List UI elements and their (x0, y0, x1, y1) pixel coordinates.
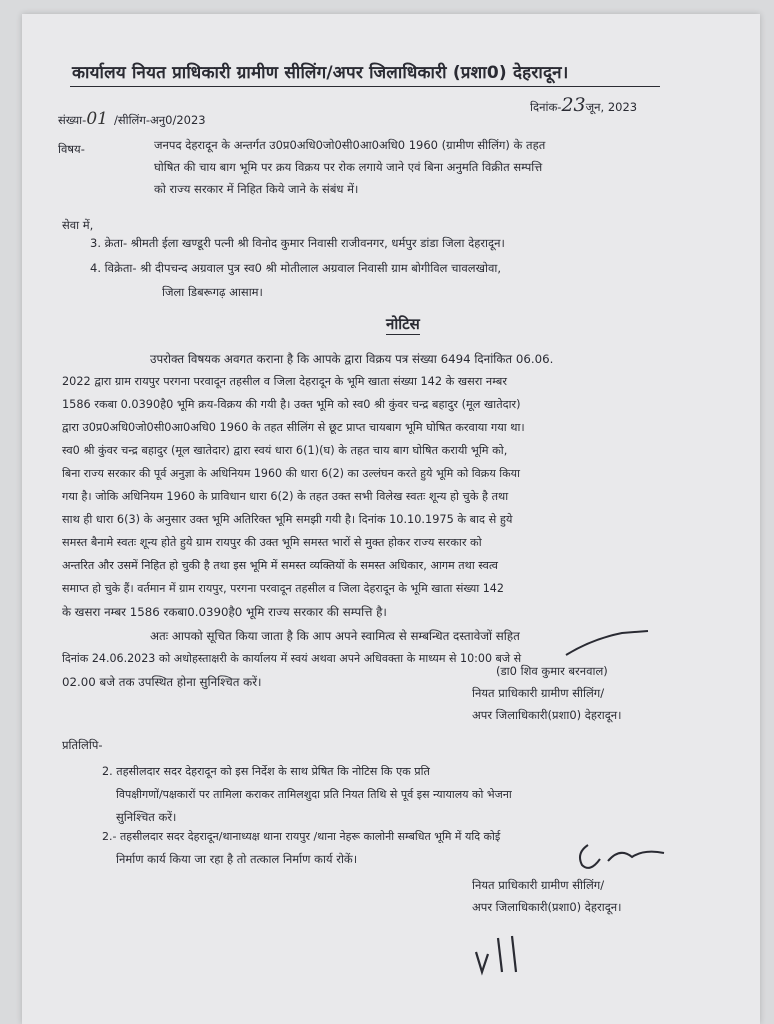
notice-paragraph-line: 2022 द्वारा ग्राम रायपुर परगना परवादून तहसील व जिला देहरादून के भूमि खाता संख्या 142 के खसरा नम्बर (62, 375, 507, 388)
copy-item-line: 2. तहसीलदार सदर देहरादून को इस निर्देश के साथ प्रेषित कि नोटिस कि एक प्रति (102, 765, 430, 778)
subject-line: घोषित की चाय बाग भूमि पर क्रय विक्रय पर रोक लगाये जाने एवं बिना अनुमति विक्रीत सम्पत्ति (154, 160, 543, 174)
notice-title: नोटिस (386, 315, 420, 333)
copy-item-line: निर्माण कार्य किया जा रहा है तो तत्काल निर्माण कार्य रोकें। (116, 852, 358, 866)
notice-paragraph-line: उपरोक्त विषयक अवगत कराना है कि आपके द्वारा विक्रय पत्र संख्या 6494 दिनांकित 06.06. (150, 352, 554, 366)
notice-paragraph-line: 02.00 बजे तक उपस्थित होना सुनिश्चित करें। (62, 675, 262, 689)
initials-mark (472, 928, 542, 978)
signature-mark (568, 839, 678, 879)
subject-line: को राज्य सरकार में निहित किये जाने के संबंध में। (154, 182, 359, 196)
notice-paragraph-line: साथ ही धारा 6(3) के अनुसार उक्त भूमि अतिरिक्त भूमि समझी गयी है। दिनांक 10.10.1975 के बाद से हुये (62, 513, 513, 526)
notice-paragraph-line: बिना राज्य सरकार की पूर्व अनुज्ञा के अधिनियम 1960 की धारा 6(2) का उल्लंघन करते हुये भूमि को विक्रय किया (62, 467, 520, 480)
subject-label: विषय- (58, 142, 85, 156)
notice-paragraph-line: अन्तरित और उसमें निहित हो चुकी है तथा इस भूमि में समस्त व्यक्तियों के समस्त अधिकार, आगम तथा स्वत्व (62, 559, 499, 572)
notice-paragraph-line: द्वारा उ0प्र0अधि0जो0सी0आ0अधि0 1960 के तहत सीलिंग से छूट प्राप्त चायबाग भूमि घोषित करवाया गया था। (62, 421, 525, 434)
notice-paragraph-line: स्व0 श्री कुंवर चन्द्र बहादुर (मूल खातेदार) द्वारा स्वयं धारा 6(1)(घ) के तहत चाय बाग घोषित करायी भूमि को, (62, 444, 508, 457)
copy-label: प्रतिलिपि- (62, 738, 103, 752)
notice-paragraph-line: अतः आपको सूचित किया जाता है कि आप अपने स्वामित्व से सम्बन्धित दस्तावेजों सहित (150, 629, 520, 643)
recipient-seller: 4. विक्रेता- श्री दीपचन्द अग्रवाल पुत्र स्व0 श्री मोतीलाल अग्रवाल निवासी ग्राम बोगीविल चावलखोवा, (90, 261, 501, 275)
signatory-designation: अपर जिलाधिकारी(प्रशा0) देहरादून। (472, 708, 622, 722)
notice-paragraph-line: समाप्त हो चुके हैं। वर्तमान में ग्राम रायपुर, परगना परवादून तहसील व जिला देहरादून के भूमि खाता संख्या 142 (62, 582, 504, 595)
notice-paragraph-line: समस्त बैनामे स्वतः शून्य होते हुये ग्राम रायपुर की उक्त भूमि समस्त भारों से मुक्त होकर राज्य सरकार को (62, 536, 482, 549)
notice-paragraph-line: गया है। जोकि अधिनियम 1960 के प्राविधान धारा 6(2) के तहत उक्त सभी विलेख स्वतः शून्य हो चुके है तथा (62, 490, 509, 503)
notice-paragraph-line: 1586 रकबा 0.0390है0 भूमि क्रय-विक्रय की गयी है। उक्त भूमि को स्व0 श्री कुंवर चन्द्र बहादुर (मूल खातेदार) (62, 398, 521, 411)
notice-paragraph-line: के खसरा नम्बर 1586 रकबा0.0390है0 भूमि राज्य सरकार की सम्पत्ति है। (62, 605, 387, 619)
signatory-designation: नियत प्राधिकारी ग्रामीण सीलिंग/ (472, 686, 605, 700)
office-header: कार्यालय नियत प्राधिकारी ग्रामीण सीलिंग/अपर जिलाधिकारी (प्रशा0) देहरादून। (72, 63, 569, 83)
recipient-buyer: 3. क्रेता- श्रीमती ईला खण्डूरी पत्नी श्री विनोद कुमार निवासी राजीवनगर, धर्मपुर डांडा जिला देहरादून। (90, 236, 505, 250)
subject-line: जनपद देहरादून के अन्तर्गत उ0प्र0अधि0जो0सी0आ0अधि0 1960 (ग्रामीण सीलिंग) के तहत (154, 138, 546, 152)
copy-item-line: सुनिश्चित करें। (116, 810, 177, 824)
signature-mark (562, 629, 652, 659)
signatory-designation: नियत प्राधिकारी ग्रामीण सीलिंग/ (472, 878, 605, 892)
reference-date-handwritten: 23 (561, 94, 586, 116)
notice-paragraph-line: दिनांक 24.06.2023 को अधोहस्ताक्षरी के कार्यालय में स्वयं अथवा अपने अधिवक्ता के माध्यम से 10:00 बजे से (62, 652, 522, 665)
document-sheet (22, 14, 760, 1024)
copy-item-line: विपक्षीगणों/पक्षकारों पर तामिला कराकर तामिलशुदा प्रति नियत तिथि से पूर्व इस न्यायालय को भेजना (116, 788, 512, 801)
reference-number-handwritten: 01 (86, 109, 108, 129)
signatory-designation: अपर जिलाधिकारी(प्रशा0) देहरादून। (472, 900, 622, 914)
recipients-intro: सेवा में, (62, 218, 94, 232)
recipient-seller-address: जिला डिबरूगढ़ आसाम। (162, 285, 263, 299)
copy-item-line: 2.- तहसीलदार सदर देहरादून/थानाध्यक्ष थाना रायपुर /थाना नेहरू कालोनी सम्बधित भूमि में यदि कोई (102, 830, 501, 843)
signatory-name: (डा0 शिव कुमार बरनवाल) (496, 664, 608, 678)
reference-number: संख्या-01 /सीलिंग-अनु0/2023 (58, 109, 206, 129)
reference-date: दिनांक-23जून, 2023 (530, 94, 638, 116)
header-underline (70, 86, 660, 87)
